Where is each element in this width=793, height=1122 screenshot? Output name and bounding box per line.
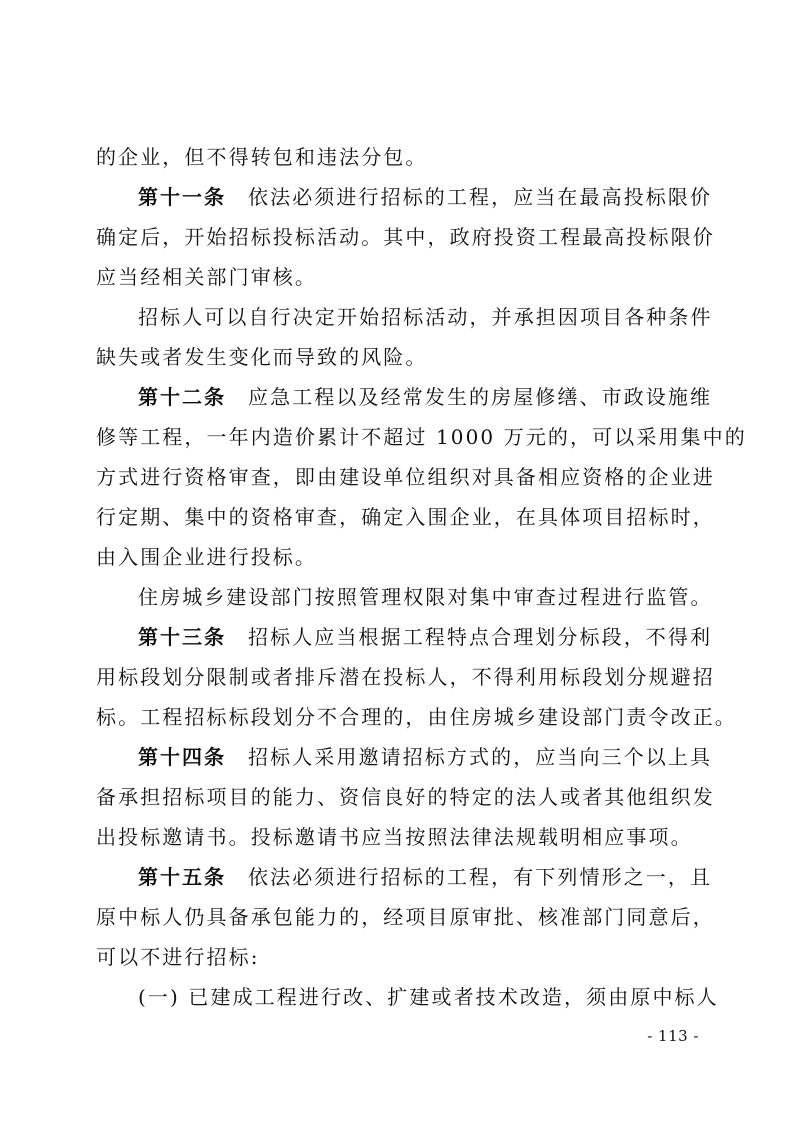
article-13-paragraph bbox=[138, 623, 712, 651]
article-11-paragraph bbox=[138, 183, 712, 211]
text-line: 的企业，但不得转包和违法分包。 bbox=[96, 145, 428, 169]
text-line: 依法必须进行招标的工程，有下列情形之一，且 bbox=[248, 865, 713, 889]
text-line: 缺失或者发生变化而导致的风险。 bbox=[96, 345, 428, 369]
text-line: 原中标人仍具备承包能力的，经项目原审批、核准部门同意后， bbox=[96, 905, 715, 929]
text-line: 可以不进行招标: bbox=[96, 945, 260, 969]
article-heading: 第十一条 bbox=[138, 185, 226, 209]
article-15-paragraph bbox=[138, 863, 712, 891]
text-line: 出投标邀请书。投标邀请书应当按照法律法规载明相应事项。 bbox=[96, 825, 693, 849]
article-14-paragraph bbox=[138, 743, 712, 771]
list-item: (一) 已建成工程进行改、扩建或者技术改造，须由原中标人 bbox=[138, 985, 719, 1009]
text-line: 应急工程以及经常发生的房屋修缮、市政设施维 bbox=[248, 385, 713, 409]
text-line: 方式进行资格审查，即由建设单位组织对具备相应资格的企业进 bbox=[96, 465, 715, 489]
text-line: 应当经相关部门审核。 bbox=[96, 265, 317, 289]
article-heading: 第十五条 bbox=[138, 865, 226, 889]
text-line: 依法必须进行招标的工程，应当在最高投标限价 bbox=[248, 185, 713, 209]
text-line: 用标段划分限制或者排斥潜在投标人，不得利用标段划分规避招 bbox=[96, 665, 715, 689]
page-number: - 113 - bbox=[647, 1027, 699, 1045]
article-heading: 第十三条 bbox=[138, 625, 226, 649]
article-heading: 第十二条 bbox=[138, 385, 226, 409]
text-line: 住房城乡建设部门按照管理权限对集中审查过程进行监管。 bbox=[138, 585, 713, 609]
article-heading: 第十四条 bbox=[138, 745, 226, 769]
text-line: 备承担招标项目的能力、资信良好的特定的法人或者其他组织发 bbox=[96, 785, 715, 809]
text-line: 由入围企业进行投标。 bbox=[96, 545, 317, 569]
article-12-paragraph bbox=[138, 383, 712, 411]
text-line: 修等工程，一年内造价累计不超过 1000 万元的，可以采用集中的 bbox=[96, 425, 747, 449]
text-line: 确定后，开始招标投标活动。其中，政府投资工程最高投标限价 bbox=[96, 225, 715, 249]
text-line: 招标人采用邀请招标方式的，应当向三个以上具 bbox=[248, 745, 713, 769]
text-line: 招标人应当根据工程特点合理划分标段，不得利 bbox=[248, 625, 713, 649]
text-line: 招标人可以自行决定开始招标活动，并承担因项目各种条件 bbox=[138, 305, 713, 329]
text-line: 行定期、集中的资格审查，确定入围企业，在具体项目招标时， bbox=[96, 505, 715, 529]
text-line: 标。工程招标标段划分不合理的，由住房城乡建设部门责令改正。 bbox=[96, 705, 737, 729]
